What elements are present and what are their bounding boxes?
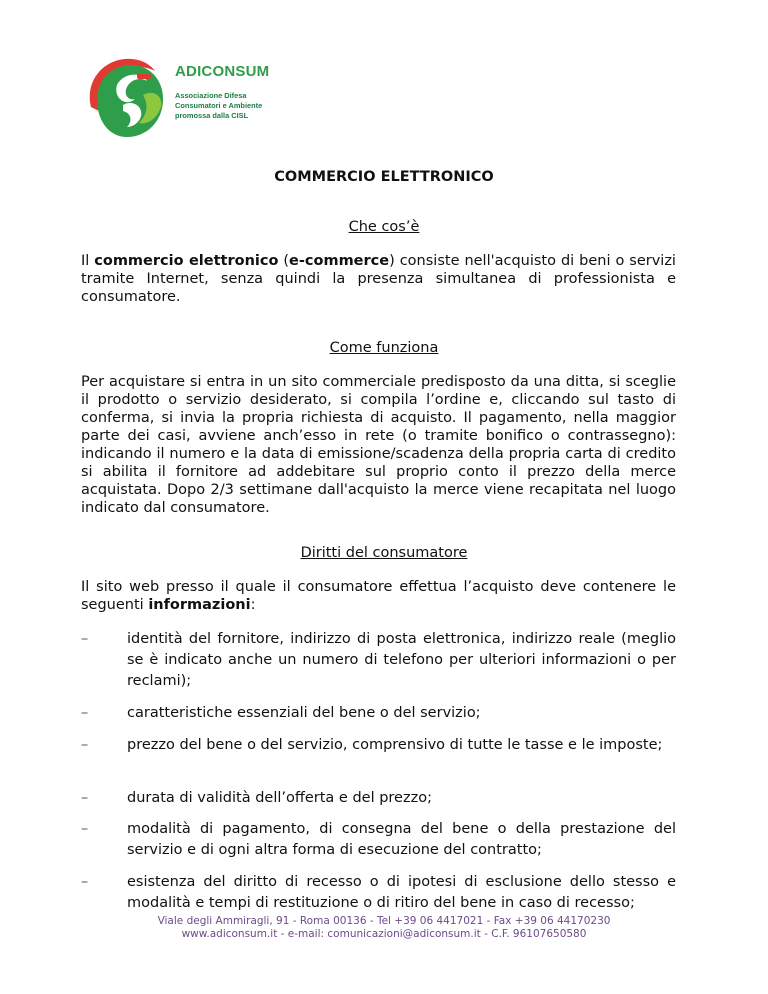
bullet-dash: – [81,705,89,721]
para-text: ) consiste nell'acquisto di beni o servizi tramite Internet, senza quindi la presenza simultanea di professionista e consumatore. [81,253,676,305]
logo-tagline-line-1: Associazione Difesa [175,91,247,100]
adiconsum-emblem-icon [83,55,173,145]
bullet-dash: – [81,821,89,837]
footer-address: Viale degli Ammiragli, 91 - Roma 00136 - Tel +39 06 4417021 - Fax +39 06 44170230 [157,915,611,927]
para-text: : [250,597,256,613]
list-item-text: caratteristiche essenziali del bene o del servizio; [127,705,481,721]
logo-name: ADICONSUM [175,63,270,80]
term-informazioni: informazioni [148,597,251,613]
bullet-dash: – [81,874,89,890]
section-heading-consumer-rights: Diritti del consumatore [300,545,468,561]
term-e-commerce: e-commerce [289,253,390,269]
section-consumer-rights-intro [81,578,676,614]
list-item-text: identità del fornitore, indirizzo di posta elettronica, indirizzo reale (meglio se è indicato anche un numero di telefono per ulteriori informazioni o per reclami); [127,631,676,689]
para-text: Il sito web presso il quale il consumatore effettua l’acquisto deve contenere le seguenti [81,579,676,613]
section-heading-what-is: Che cos’è [348,219,420,235]
logo-tagline-line-3: promossa dalla CISL [175,111,249,120]
list-item-text: modalità di pagamento, di consegna del bene o della prestazione del servizio e di ogni altra forma di esecuzione del contratto; [127,821,676,858]
para-text: Il [81,253,95,269]
list-item-text: esistenza del diritto di recesso o di ipotesi di esclusione dello stesso e modalità e tempi di restituzione o di ritiro del bene in caso di recesso; [127,874,676,911]
para-text: ( [278,253,290,269]
section-how-it-works-paragraph: Per acquistare si entra in un sito commerciale predisposto da una ditta, si sceglie il prodotto o servizio desiderato, si compila l’ordine e, cliccando sul tasto di conferma, si invia la propria richiesta di acquisto. Il pagamento, nella maggior parte dei casi, avviene anch’esso in rete (o tramite bonifico o contrassegno): indicando il numero e la data di emissione/scadenza della propria carta di credito si abilita il fornitore ad addebitare sul proprio conto il prezzo della merce acquistata. Dopo 2/3 settimane dall'acquisto la merce viene recapitata nel luogo indicato dal consumatore. [81,374,676,516]
term-commercio-elettronico: commercio elettronico [94,253,279,269]
bullet-dash: – [81,631,89,647]
adiconsum-logo [83,55,383,145]
list-item-text: durata di validità dell’offerta e del prezzo; [127,790,432,806]
bullet-dash: – [81,790,89,806]
bullet-dash: – [81,737,89,753]
footer-contacts: www.adiconsum.it - e-mail: comunicazioni@adiconsum.it - C.F. 96107650580 [181,928,587,940]
list-item-text: prezzo del bene o del servizio, comprensivo di tutte le tasse e le imposte; [127,737,663,753]
document-title: COMMERCIO ELETTRONICO [274,169,494,185]
section-what-is-paragraph [81,252,676,306]
logo-tagline-line-2: Consumatori e Ambiente [175,101,263,110]
section-heading-how-it-works: Come funziona [329,340,439,356]
